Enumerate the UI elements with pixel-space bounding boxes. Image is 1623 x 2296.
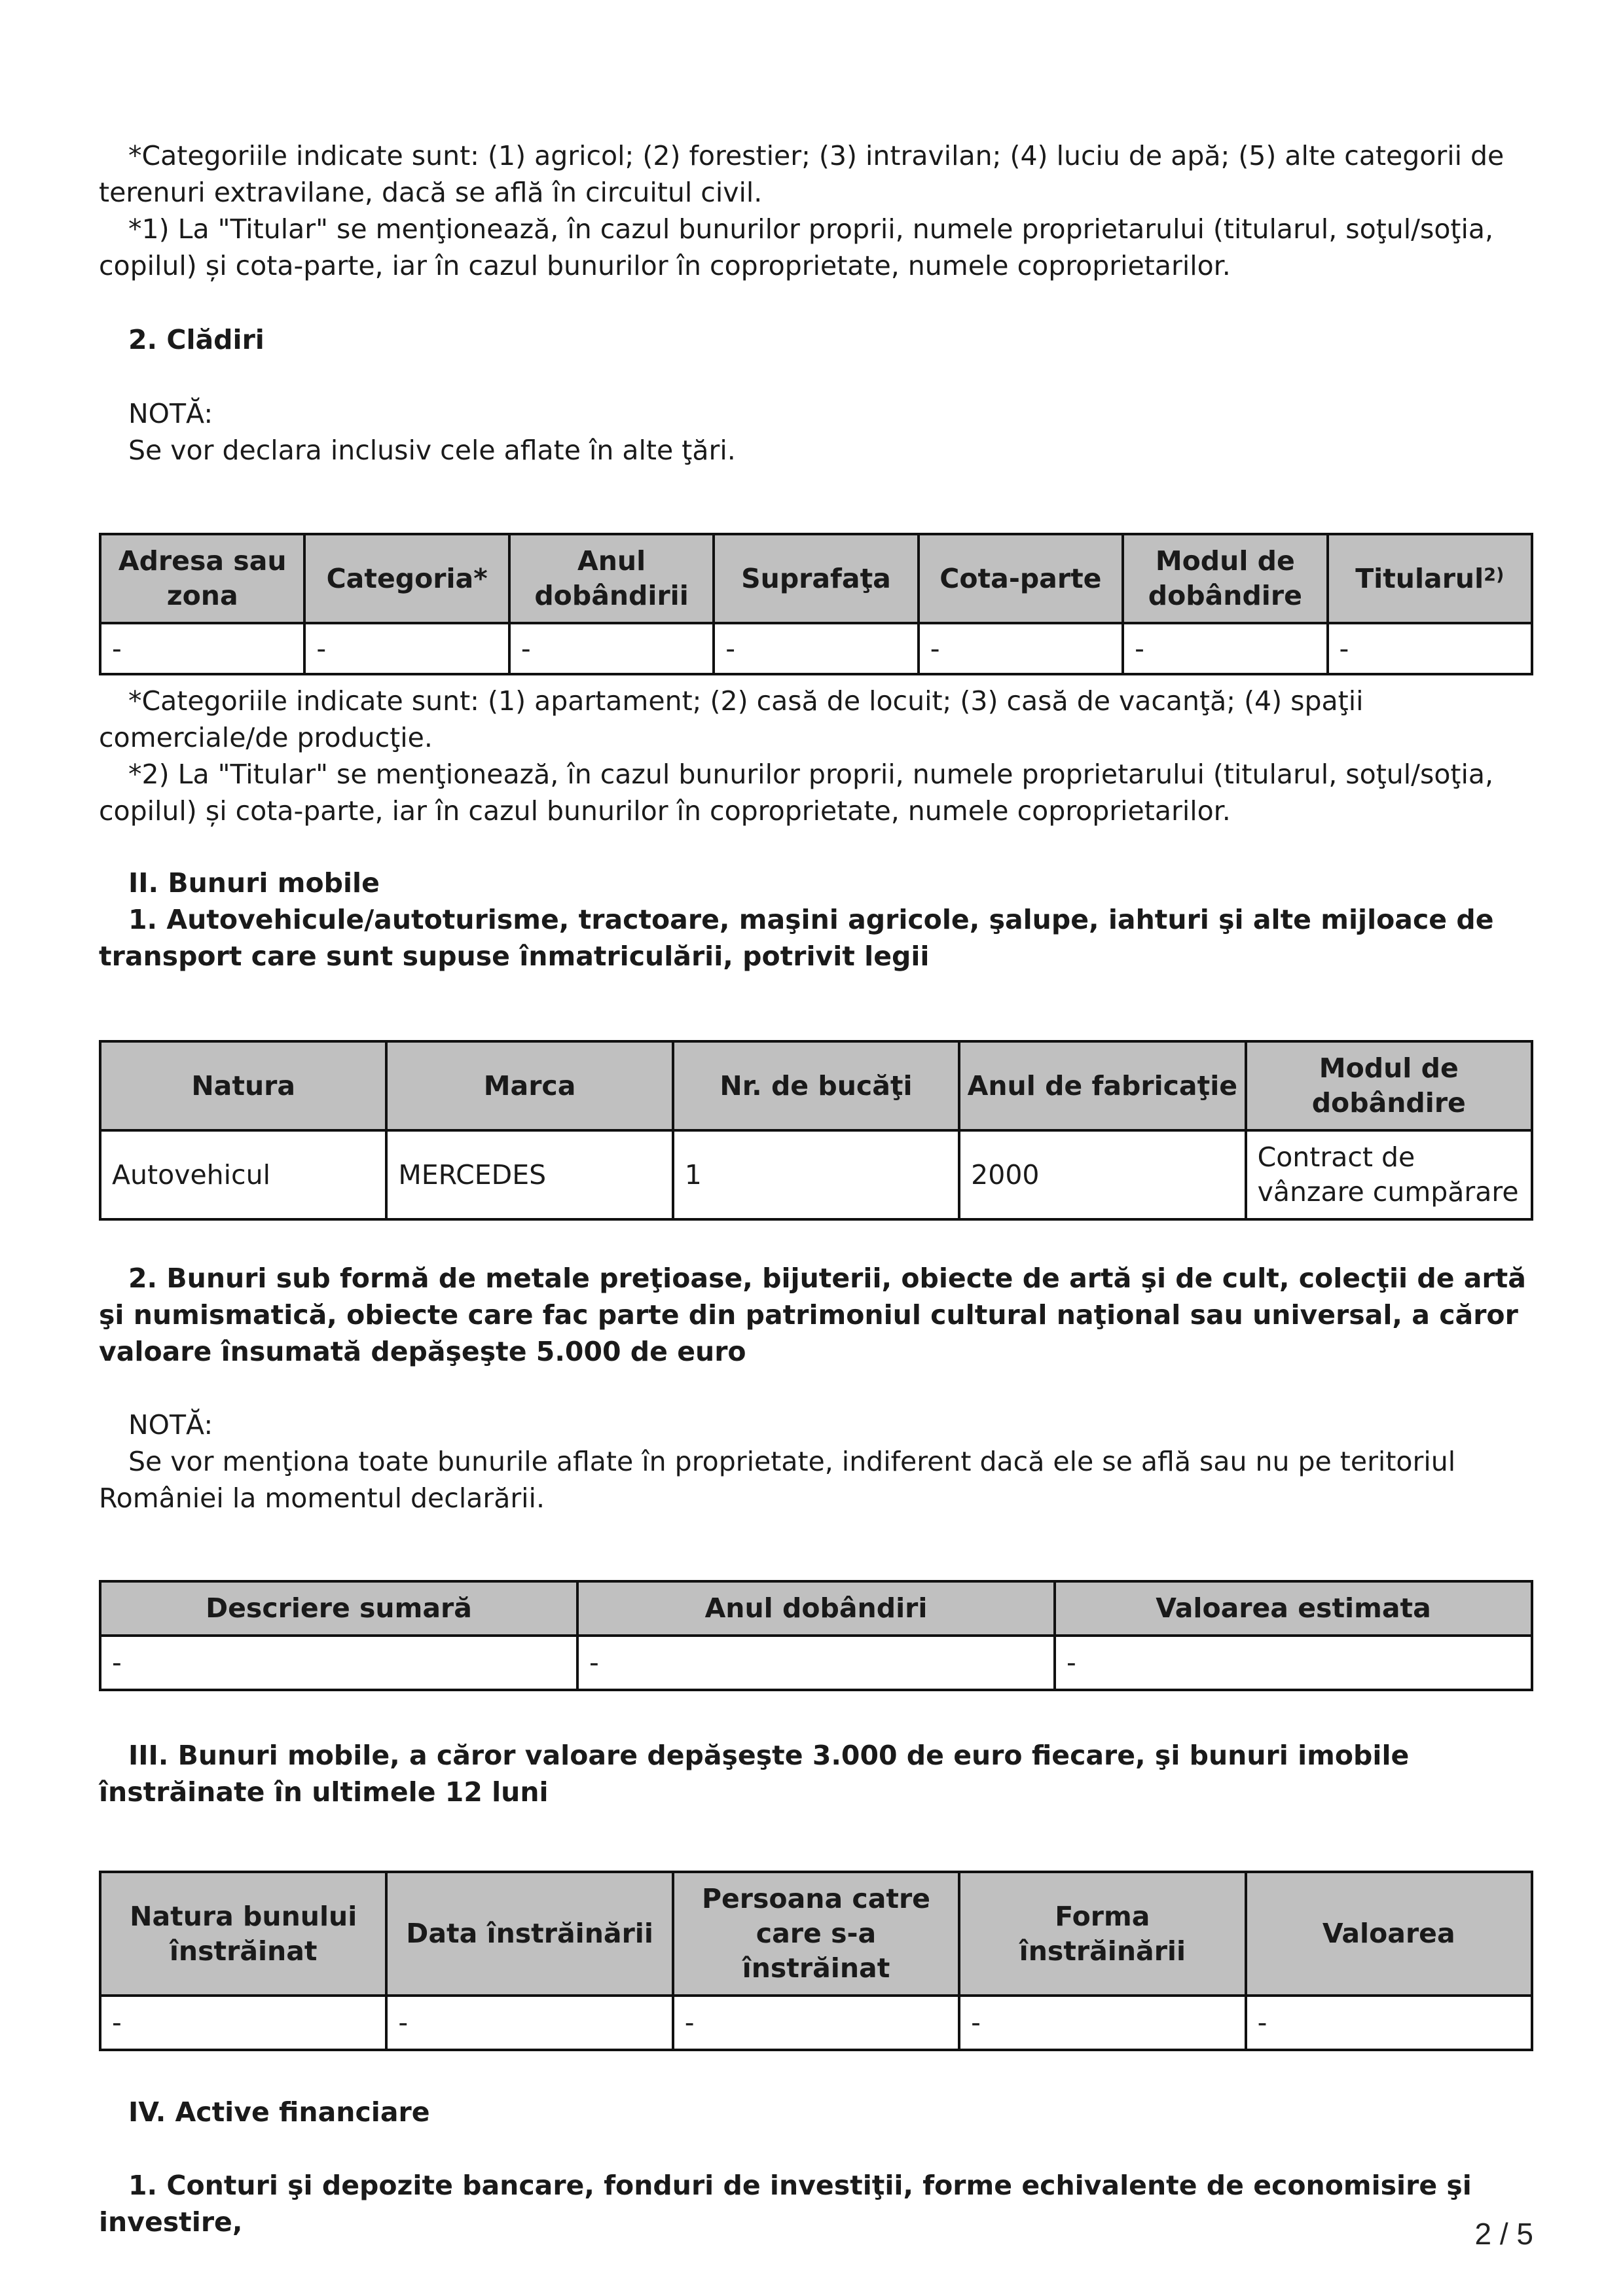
column-header: Modul de dobândire	[1123, 534, 1327, 623]
column-header-label: Titularul	[1355, 562, 1484, 594]
cladiri-section	[99, 321, 1533, 358]
instrainate-section	[99, 1737, 1533, 1810]
nota-label: NOTĂ:	[128, 398, 213, 429]
column-header: Natura	[100, 1041, 386, 1130]
table-cell: -	[100, 1636, 577, 1690]
instrainate-table	[99, 1871, 1533, 2051]
terenuri-categories-note: *Categoriile indicate sunt: (1) agricol; (2) forestier; (3) intravilan; (4) luciu de apă; (5) alte categorii de terenuri extravilane, dacă se află în circuitul civil.	[99, 140, 1504, 208]
nota-text: Se vor declara inclusiv cele aflate în alte ţări.	[128, 435, 736, 466]
column-header: Data înstrăinării	[386, 1872, 672, 1996]
column-header: Descriere sumară	[100, 1581, 577, 1636]
conturi-section	[99, 2167, 1533, 2240]
column-header: Anul de fabricaţie	[959, 1041, 1245, 1130]
cladiri-titular-note: *2) La "Titular" se menţionează, în cazul bunurilor proprii, numele proprietarului (titularul, soţul/soţia, copilul) și cota-parte, iar în cazul bunurilor în coproprietate, numele coproprietarilor.	[99, 759, 1494, 827]
cladiri-nota	[99, 395, 1533, 469]
table-row	[100, 623, 1532, 674]
footnote-marker: 2)	[1484, 564, 1504, 585]
bunuri-pretioase-nota	[99, 1407, 1533, 1516]
instrainate-table-wrap	[99, 1871, 1533, 2051]
autovehicule-table	[99, 1040, 1533, 1221]
section-heading: 2. Clădiri	[128, 324, 264, 355]
table-cell: -	[304, 623, 509, 674]
table-cell: -	[919, 623, 1123, 674]
section-heading: III. Bunuri mobile, a căror valoare depăşeşte 3.000 de euro fiecare, şi bunuri imobile înstrăinate în ultimele 12 luni	[99, 1740, 1410, 1808]
table-cell: Autovehicul	[100, 1130, 386, 1219]
column-header: Persoana catre care s-a înstrăinat	[673, 1872, 959, 1996]
table-cell: -	[100, 623, 304, 674]
column-header: Marca	[386, 1041, 672, 1130]
table-header-row	[100, 534, 1532, 623]
table-header-row	[100, 1581, 1532, 1636]
table-cell: -	[714, 623, 918, 674]
table-cell: -	[673, 1996, 959, 2050]
column-header: Anul dobândirii	[509, 534, 714, 623]
table-cell: -	[1055, 1636, 1532, 1690]
page-number: 2 / 5	[1474, 2217, 1533, 2251]
nota-label: NOTĂ:	[128, 1409, 213, 1441]
table-cell: MERCEDES	[386, 1130, 672, 1219]
cladiri-footnotes	[99, 683, 1533, 829]
terenuri-titular-note: *1) La "Titular" se menţionează, în cazul bunurilor proprii, numele proprietarului (titularul, soţul/soţia, copilul) și cota-parte, iar în cazul bunurilor în coproprietate, numele coproprietarilor.	[99, 213, 1494, 281]
table-cell: -	[100, 1996, 386, 2050]
table-cell: 2000	[959, 1130, 1245, 1219]
column-header: Adresa sau zona	[100, 534, 304, 623]
column-header: Valoarea estimata	[1055, 1581, 1532, 1636]
table-row	[100, 1130, 1532, 1219]
top-notes	[99, 137, 1533, 284]
column-header: Natura bunului înstrăinat	[100, 1872, 386, 1996]
table-cell: 1	[673, 1130, 959, 1219]
column-header: Nr. de bucăţi	[673, 1041, 959, 1130]
subsection-heading: 2. Bunuri sub formă de metale preţioase, bijuterii, obiecte de artă şi de cult, colecţii de artă şi numismatică, obiecte care fac parte din patrimoniul cultural naţional sau universal, a căror valoare însumată depăşeşte 5.000 de euro	[99, 1263, 1526, 1367]
column-header: Anul dobândiri	[577, 1581, 1055, 1636]
bunuri-pretioase-table-wrap	[99, 1580, 1533, 1691]
column-header: Valoarea	[1246, 1872, 1532, 1996]
table-cell: -	[1246, 1996, 1532, 2050]
nota-text: Se vor menţiona toate bunurile aflate în proprietate, indiferent dacă ele se află sau nu pe teritoriul României la momentul declarării.	[99, 1446, 1456, 1514]
subsection-heading: 1. Autovehicule/autoturisme, tractoare, maşini agricole, şalupe, iahturi şi alte mijloace de transport care sunt supuse înmatriculării, potrivit legii	[99, 904, 1494, 972]
section-heading: II. Bunuri mobile	[128, 867, 380, 899]
table-cell: -	[1328, 623, 1532, 674]
cladiri-categories-note: *Categoriile indicate sunt: (1) apartament; (2) casă de locuit; (3) casă de vacanţă; (4) spaţii comerciale/de producţie.	[99, 685, 1364, 753]
autovehicule-table-wrap	[99, 1040, 1533, 1221]
column-header: Forma înstrăinării	[959, 1872, 1245, 1996]
table-cell: -	[577, 1636, 1055, 1690]
bunuri-pretioase-section	[99, 1260, 1533, 1370]
table-row	[100, 1996, 1532, 2050]
table-cell: -	[959, 1996, 1245, 2050]
table-cell: -	[386, 1996, 672, 2050]
column-header: Categoria*	[304, 534, 509, 623]
table-row	[100, 1636, 1532, 1690]
bunuri-pretioase-table	[99, 1580, 1533, 1691]
column-header: Cota-parte	[919, 534, 1123, 623]
cladiri-table	[99, 533, 1533, 675]
subsection-heading: 1. Conturi şi depozite bancare, fonduri de investiţii, forme echivalente de economisire şi investire,	[99, 2170, 1472, 2238]
table-cell: Contract de vânzare cumpărare	[1246, 1130, 1532, 1219]
cladiri-table-wrap	[99, 533, 1533, 675]
column-header: Modul de dobândire	[1246, 1041, 1532, 1130]
active-financiare-section	[99, 2094, 1533, 2130]
section-heading: IV. Active financiare	[128, 2096, 430, 2128]
table-cell: -	[509, 623, 714, 674]
column-header	[1328, 534, 1532, 623]
table-header-row	[100, 1041, 1532, 1130]
column-header: Suprafaţa	[714, 534, 918, 623]
bunuri-mobile-section	[99, 865, 1533, 975]
table-cell: -	[1123, 623, 1327, 674]
table-header-row	[100, 1872, 1532, 1996]
